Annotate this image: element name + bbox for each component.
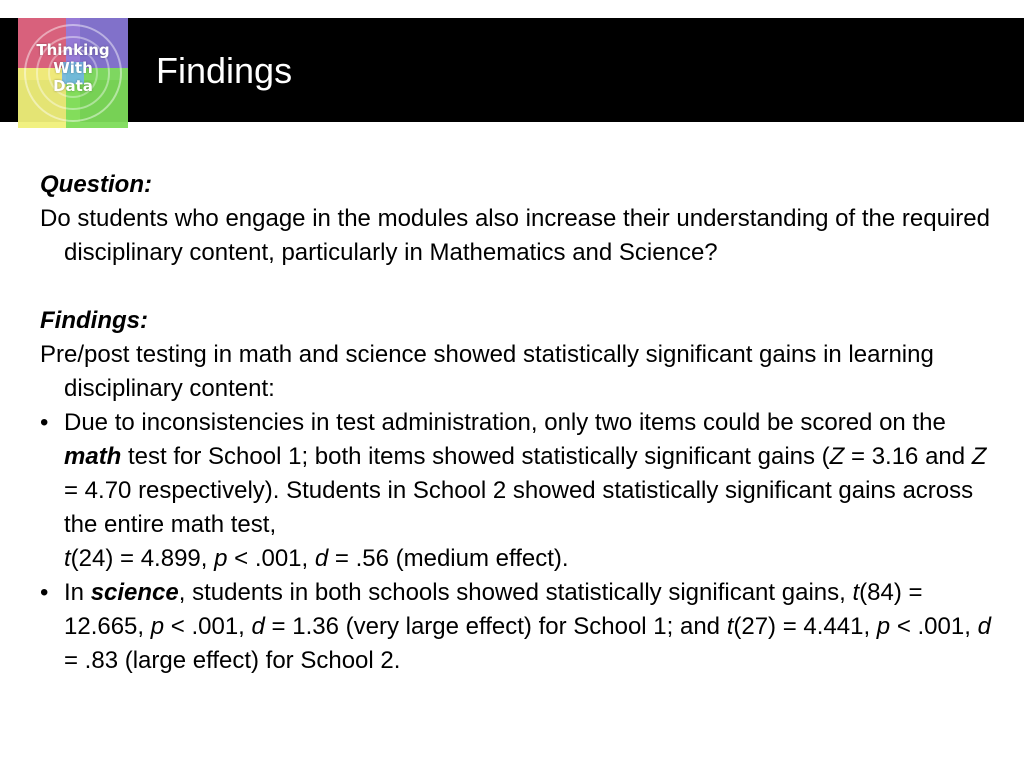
text: , students in both schools showed statistically significant gains, (178, 579, 853, 606)
logo-text-line3: Data (53, 77, 93, 95)
stat-symbol: t (852, 579, 860, 606)
text: < .001, (227, 545, 315, 572)
spacer (40, 270, 1000, 304)
bullet-dot: • (40, 409, 49, 436)
text: Due to inconsistencies in test administration, only two items could be scored on the (64, 409, 946, 436)
bullet-science (40, 576, 1000, 678)
findings-heading: Findings: (40, 307, 148, 334)
text: (24) = 4.899, (70, 545, 215, 572)
text: (84) = 12.665, (64, 579, 923, 640)
text: < .001, (890, 613, 978, 640)
thinking-with-data-logo (18, 18, 128, 128)
stat-symbol: d (251, 613, 265, 640)
logo-text-line2: With (53, 59, 93, 77)
stat-symbol: t (64, 545, 71, 572)
stat-symbol: p (876, 613, 891, 640)
stat-symbol: p (214, 545, 228, 572)
logo-text-line1: Thinking (36, 41, 110, 59)
stat-symbol: d (977, 613, 991, 640)
text: test for School 1; both items showed statistically significant gains ( (121, 443, 830, 470)
stat-symbol: t (726, 613, 734, 640)
emphasis-science: science (90, 579, 179, 606)
stat-symbol: Z (829, 443, 845, 470)
stat-symbol: Z (971, 443, 987, 470)
text: < .001, (164, 613, 252, 640)
findings-intro: Pre/post testing in math and science showed statistically significant gains in learning disciplinary content: (40, 341, 934, 402)
stat-symbol: p (150, 613, 165, 640)
text: = .83 (large effect) for School 2. (64, 647, 401, 674)
bullet-dot: • (40, 579, 49, 606)
question-text: Do students who engage in the modules also increase their understanding of the required disciplinary content, particularly in Mathematics and Science? (40, 205, 990, 266)
emphasis-math: math (64, 443, 122, 470)
text: In (64, 579, 91, 606)
question-heading: Question: (40, 171, 152, 198)
text: = 4.70 respectively). Students in School 2 showed statistically significant gains across the entire math test, (64, 477, 974, 538)
bullet-math (40, 406, 1000, 576)
text: = .56 (medium effect). (328, 545, 569, 572)
stat-symbol: d (314, 545, 329, 572)
header-bar (0, 18, 1024, 122)
text: (27) = 4.441, (733, 613, 877, 640)
slide-body (40, 168, 1000, 678)
slide-title: Findings (156, 50, 293, 91)
text: = 1.36 (very large effect) for School 1; and (264, 613, 727, 640)
text: = 3.16 and (844, 443, 972, 470)
